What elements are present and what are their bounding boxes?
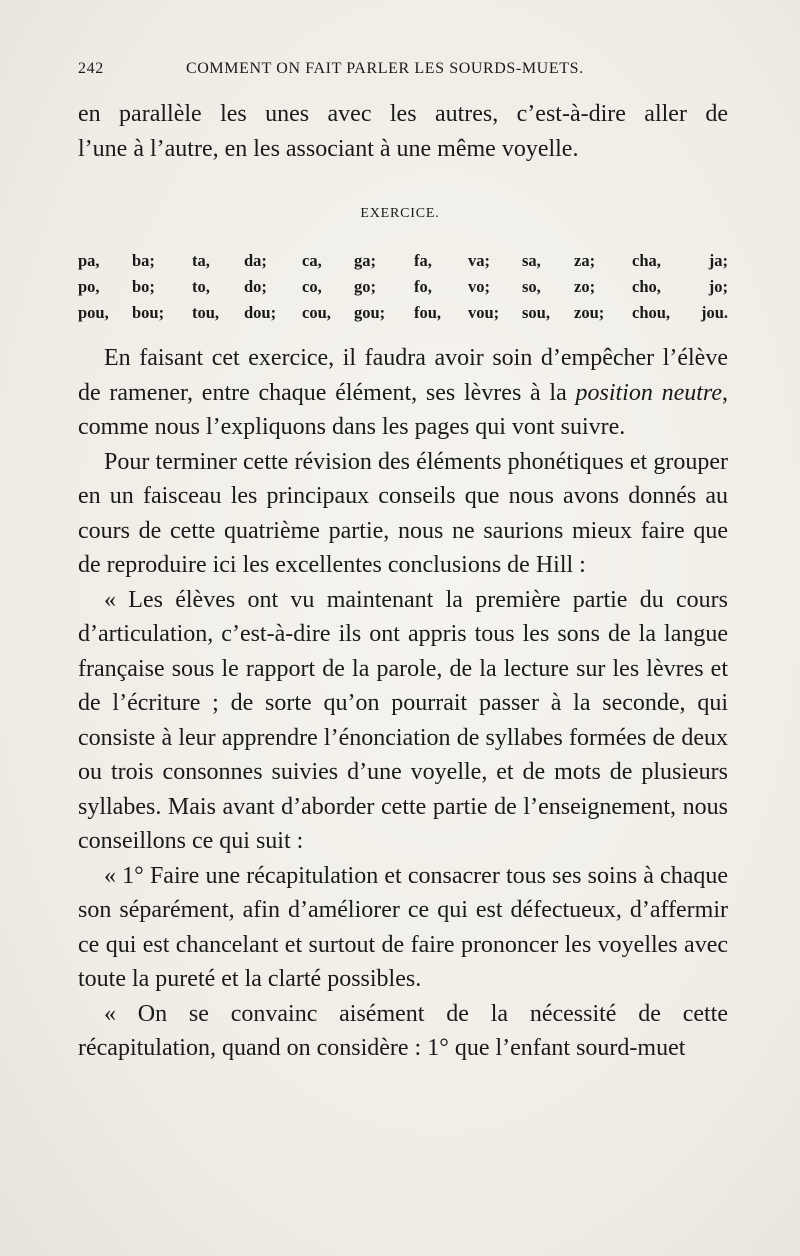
exercise-syllable: co,: [302, 277, 322, 296]
exercise-syllable: jou.: [700, 303, 728, 322]
exercise-syllable: ja;: [708, 251, 728, 270]
exercise-syllable: pa,: [78, 251, 100, 270]
exercise-syllable: so,: [522, 277, 541, 296]
exercise-syllable: fa,: [414, 251, 432, 270]
exercise-syllable: tou,: [192, 303, 220, 322]
exercise-syllable: go;: [354, 277, 376, 296]
intro-line-1: en parallèle les unes avec les autres, c’est-à-dire aller de: [78, 101, 728, 127]
paragraph-1: [78, 341, 728, 445]
exercise-title: EXERCICE.: [360, 206, 440, 221]
exercise-syllable: jo;: [708, 277, 728, 296]
intro-line-2: l’une à l’autre, en les associant à une même voyelle.: [78, 135, 579, 162]
page-number: 242: [78, 60, 104, 77]
exercise-syllable: fo,: [414, 277, 432, 296]
exercise-syllable: vou;: [468, 303, 500, 322]
exercise-syllable: po,: [78, 277, 100, 296]
exercise-syllable: bou;: [132, 303, 165, 322]
exercise-syllable: da;: [244, 251, 267, 270]
exercise-syllable: vo;: [468, 277, 490, 296]
exercise-syllable: cha,: [632, 251, 661, 270]
exercise-row: [78, 300, 728, 326]
exercise-syllable: chou,: [632, 303, 671, 322]
exercise-row: [78, 274, 728, 300]
exercise-syllable: zou;: [574, 303, 605, 322]
paragraph-1-italic: position neutre: [575, 379, 723, 406]
exercise-syllable: zo;: [574, 277, 596, 296]
exercise-syllable: sa,: [522, 251, 541, 270]
paragraph-3: « Les élèves ont vu maintenant la première partie du cours d’articulation, c’est-à-dire ils ont appris tous les sons de la langue française sous le rapport de la parole, de la lecture sur les lèvres et de l’écriture ; de sorte qu’on pourrait passer à la seconde, qui consiste à leur apprendre l’énonciation de syllabes formées de deux ou trois consonnes suivies d’une voyelle, et de mots de plusieurs syllabes. Mais avant d’aborder cette partie de l’enseignement, nous conseillons ce qui suit :: [78, 586, 728, 854]
exercise-syllable: ta,: [192, 251, 210, 270]
exercise-table: [78, 248, 728, 326]
exercise-syllable: do;: [244, 277, 267, 296]
exercise-syllable: ba;: [132, 251, 155, 270]
paragraph-5: « On se convainc aisément de la nécessité de cette récapitulation, quand on considère : 1° que l’enfant sourd-muet: [78, 1000, 728, 1061]
exercise-syllable: fou,: [414, 303, 442, 322]
paragraph-4: « 1° Faire une récapitulation et consacrer tous ses soins à chaque son séparément, afin d’améliorer ce qui est défectueux, d’affermir ce qui est chancelant et surtout de faire prononcer les voyelles avec toute la pureté et la clarté possibles.: [78, 862, 728, 992]
intro-text: [78, 97, 728, 166]
exercise-row: [78, 248, 728, 274]
page-header: [78, 60, 728, 86]
exercise-syllable: cou,: [302, 303, 331, 322]
exercise-syllable: cho,: [632, 277, 661, 296]
exercise-syllable: to,: [192, 277, 210, 296]
paragraph-1-start: En faisant cet exercice, il faudra avoir soin d’empêcher l’élève de ramener, entre chaque élément, ses lèvres à la: [78, 345, 728, 406]
exercise-syllable: ca,: [302, 251, 322, 270]
paragraph-1-end: , comme nous l’expliquons dans les pages qui vont suivre.: [78, 379, 729, 440]
exercise-syllable: za;: [574, 251, 596, 270]
exercise-syllable: sou,: [522, 303, 550, 322]
exercise-syllable: gou;: [354, 303, 386, 322]
exercise-syllable: dou;: [244, 303, 277, 322]
exercise-syllable: pou,: [78, 303, 109, 322]
exercise-syllable: va;: [468, 251, 490, 270]
exercise-syllable: bo;: [132, 277, 155, 296]
exercise-syllable: ga;: [354, 251, 376, 270]
running-title: COMMENT ON FAIT PARLER LES SOURDS-MUETS.: [186, 60, 584, 77]
paragraph-2: Pour terminer cette révision des éléments phonétiques et grouper en un faisceau les principaux conseils que nous avons donnés au cours de cette quatrième partie, nous ne saurions mieux faire que de reproduire ici les excellentes conclusions de Hill :: [78, 448, 728, 578]
main-text: [78, 341, 728, 1066]
